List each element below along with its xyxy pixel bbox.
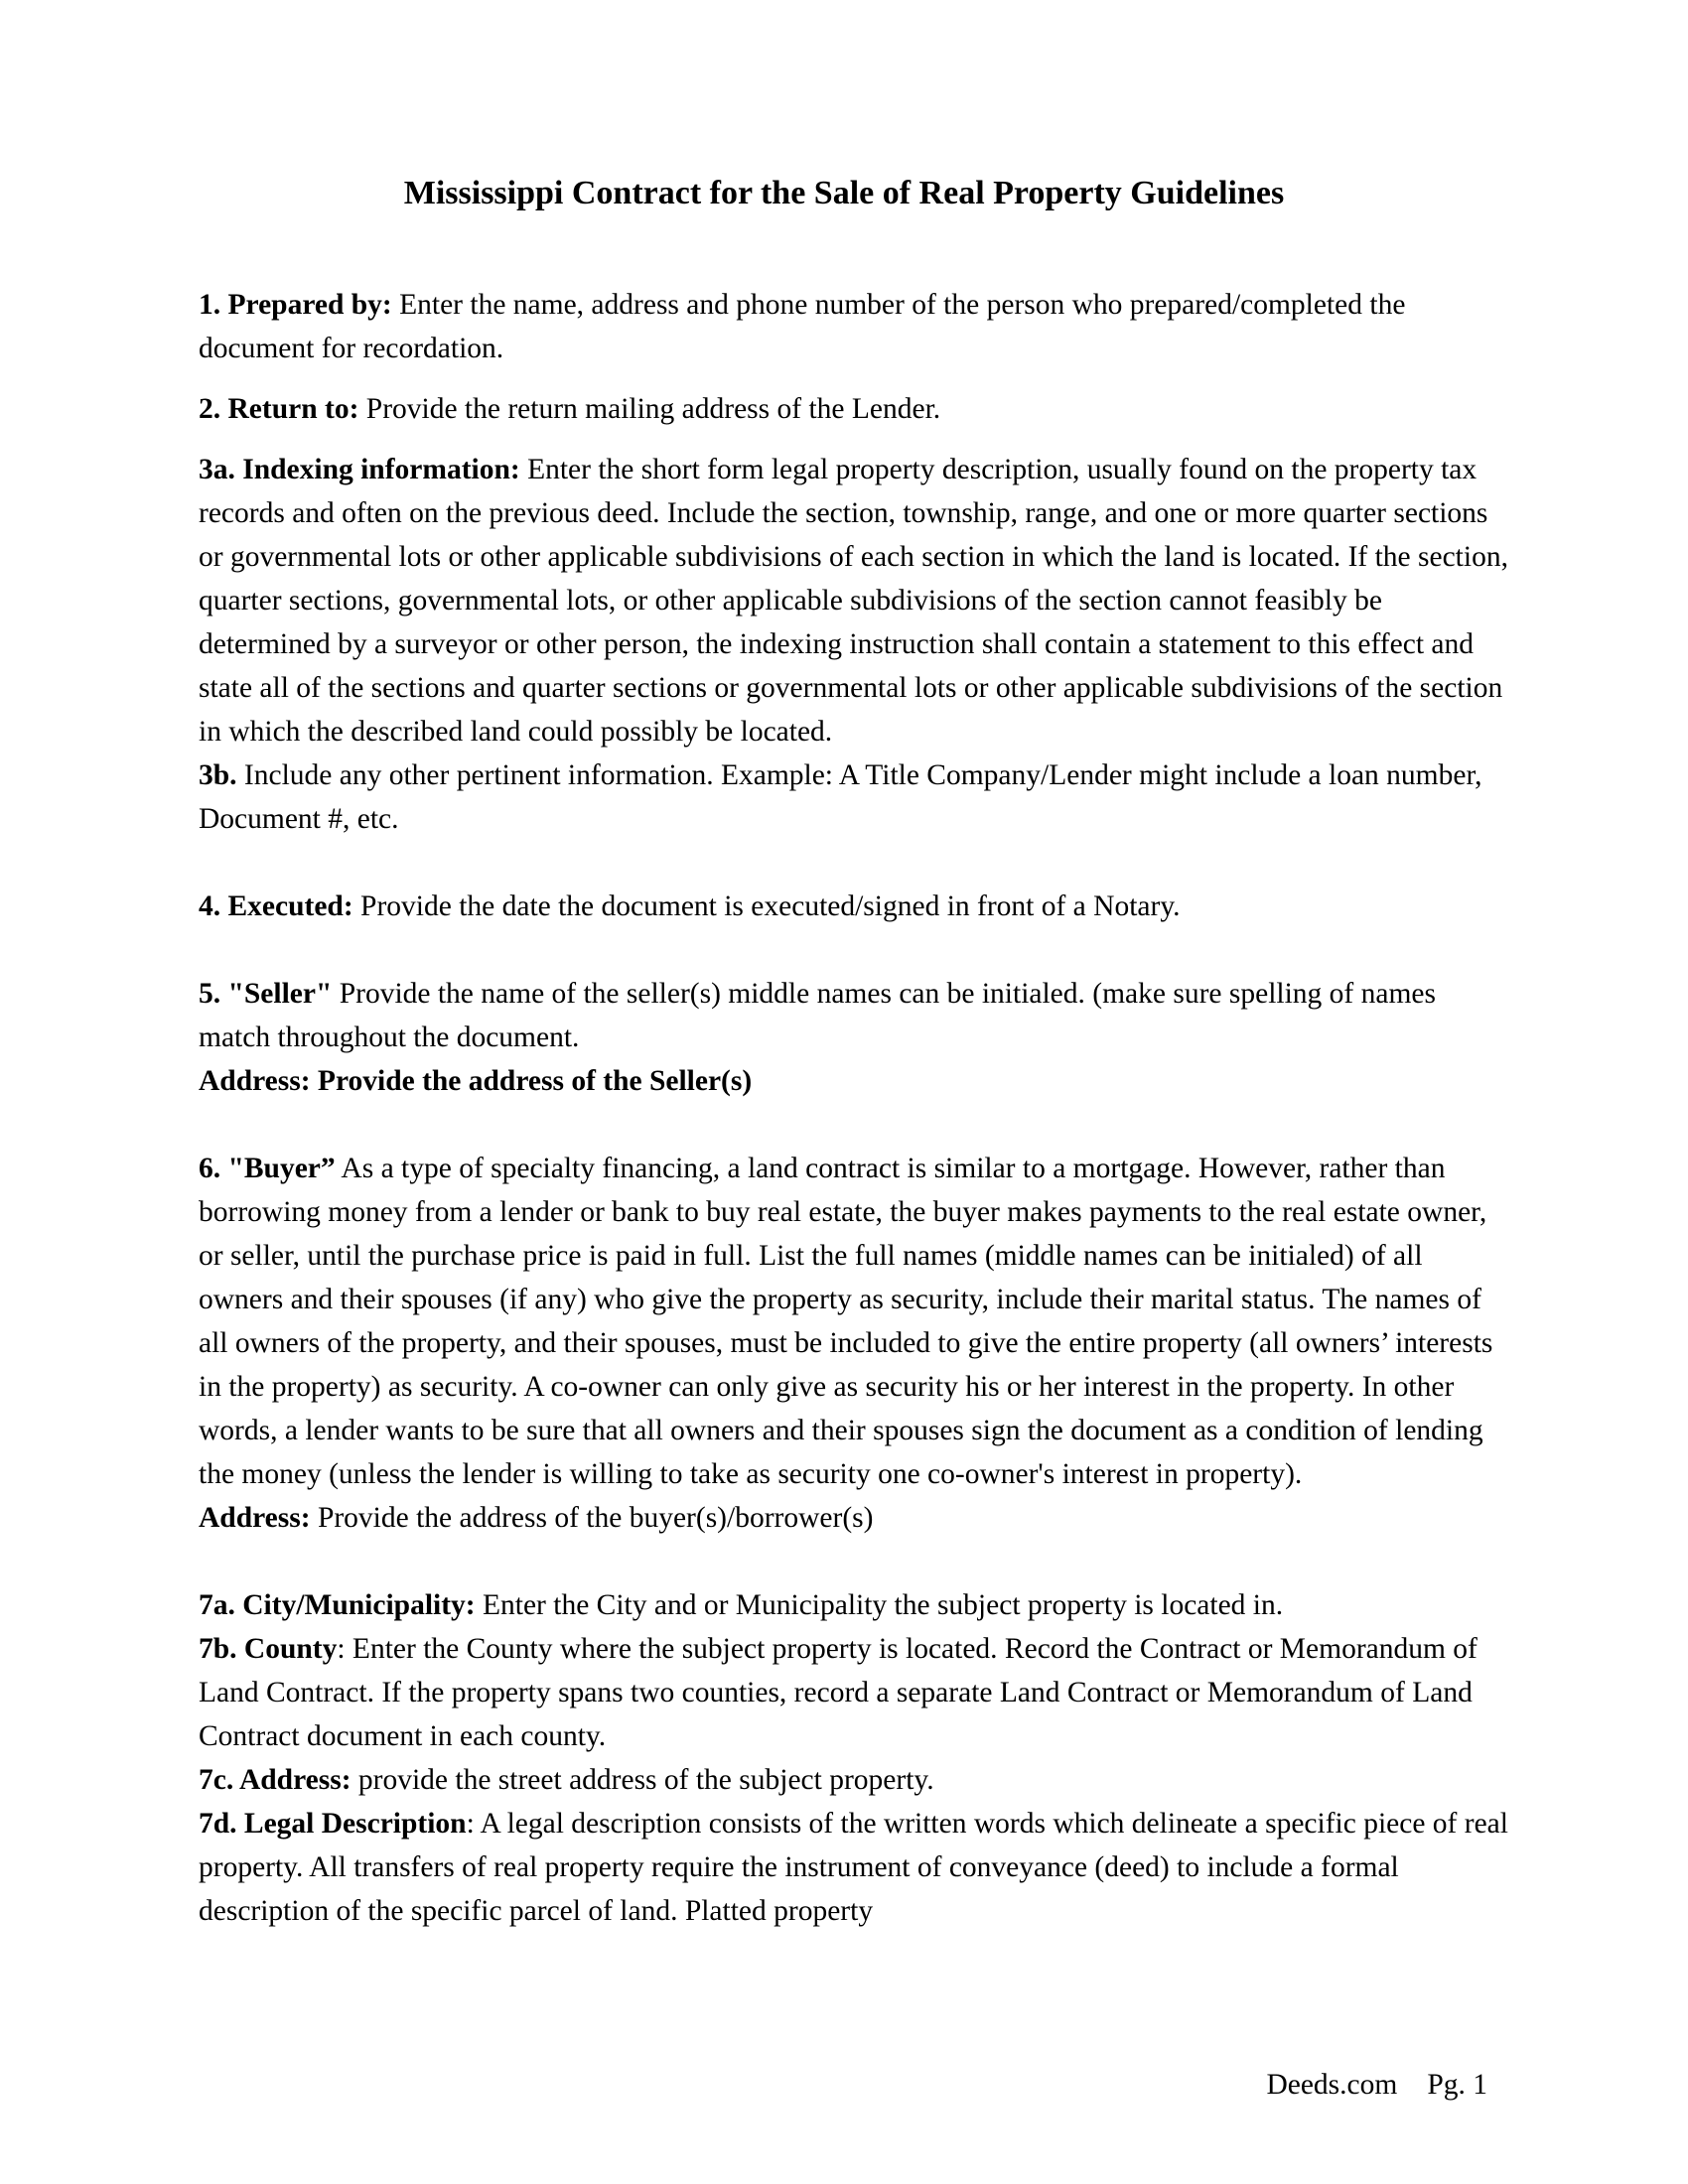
section-county [199,1627,1509,1758]
section-text: : A legal description consists of the written words which delineate a specific piece of real property. All transfers of real property require the instrument of conveyance (deed) to include a formal description of the specific parcel of land. Platted property [199,1808,1508,1927]
section-seller-address [199,1059,1509,1103]
section-label: 6. "Buyer” [199,1153,336,1184]
page-number: Pg. 1 [1427,2069,1487,2101]
section-property-address [199,1758,1509,1802]
section-indexing-information [199,448,1509,753]
section-label: 4. Executed: [199,890,353,922]
section-other-information [199,753,1509,841]
section-buyer [199,1147,1509,1496]
section-label: Address: [199,1502,311,1534]
section-label: 7a. City/Municipality: [199,1589,476,1621]
page-footer [1266,2069,1487,2102]
section-return-to [199,387,1509,431]
section-text: As a type of specialty financing, a land contract is similar to a mortgage. However, rather than borrowing money from a lender or bank to buy real estate, the buyer makes payments to the real estate owner, or seller, until the purchase price is paid in full. List the full names (middle names can be initialed) of all owners and their spouses (if any) who give the property as security, include their marital status. The names of all owners of the property, and their spouses, must be included to give the entire property (all owners’ interests in the property) as security. A co-owner can only give as security his or her interest in the property. In other words, a lender wants to be sure that all owners and their spouses sign the document as a condition of lending the money (unless the lender is willing to take as security one co-owner's interest in property). [199,1153,1493,1490]
section-seller [199,972,1509,1059]
section-label: 3a. Indexing information: [199,454,520,485]
section-text: Provide the return mailing address of the Lender. [358,393,941,425]
footer-site: Deeds.com [1266,2069,1398,2101]
section-label: 5. "Seller" [199,978,333,1010]
section-text: Provide the date the document is executed/signed in front of a Notary. [352,890,1181,922]
section-label: 3b. [199,759,237,791]
section-executed [199,885,1509,928]
section-label: 7d. Legal Description [199,1808,467,1840]
section-label: 7b. County [199,1633,338,1665]
section-text: Include any other pertinent information. Example: A Title Company/Lender might include a loan number, Document #, etc. [199,759,1482,835]
section-label: 1. Prepared by: [199,289,392,321]
section-buyer-address [199,1496,1509,1540]
section-text: Provide the address of the buyer(s)/borrower(s) [310,1502,874,1534]
document-body [199,283,1509,1933]
section-label: 7c. Address: [199,1764,352,1796]
section-text: Enter the City and or Municipality the subject property is located in. [475,1589,1284,1621]
section-text: Provide the name of the seller(s) middle names can be initialed. (make sure spelling of names match throughout the document. [199,978,1436,1053]
section-text: provide the street address of the subject property. [351,1764,934,1796]
section-city-municipality [199,1583,1509,1627]
section-label: Address: Provide the address of the Seller(s) [199,1065,753,1097]
section-text: Enter the short form legal property description, usually found on the property tax records and often on the previous deed. Include the section, township, range, and one or more quarter sections or governmental lots or other applicable subdivisions of each section in which the land is located. If the section, quarter sections, governmental lots, or other applicable subdivisions of the section cannot feasibly be determined by a surveyor or other person, the indexing instruction shall contain a statement to this effect and state all of the sections and quarter sections or governmental lots or other applicable subdivisions of the section in which the described land could possibly be located. [199,454,1508,748]
section-legal-description [199,1802,1509,1933]
section-text: Enter the name, address and phone number of the person who prepared/completed the document for recordation. [199,289,1406,364]
section-text: : Enter the County where the subject property is located. Record the Contract or Memorandum of Land Contract. If the property spans two counties, record a separate Land Contract or Memorandum of Land Contract document in each county. [199,1633,1477,1752]
section-label: 2. Return to: [199,393,359,425]
document-title: Mississippi Contract for the Sale of Real Property Guidelines [403,175,1285,211]
section-prepared-by [199,283,1509,370]
